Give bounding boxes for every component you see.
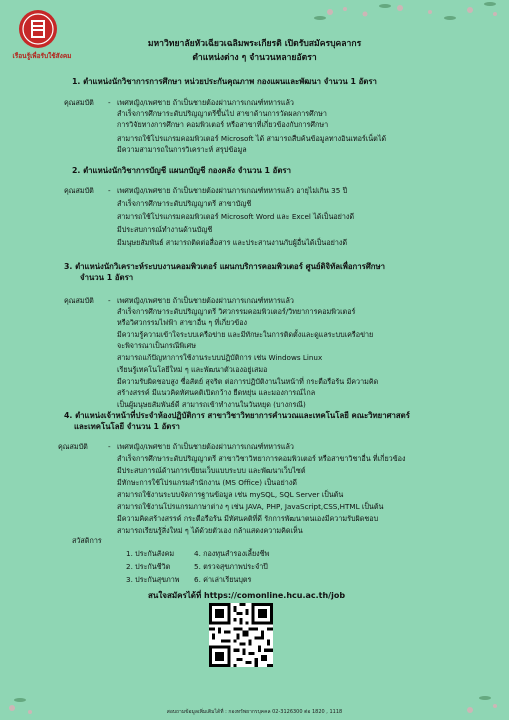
list-item: จะพิจารณาเป็นกรณีพิเศษ — [117, 341, 196, 350]
list-item: เรียนรู้เทคโนโลยีใหม่ ๆ และพัฒนาตัวเองอยู่เสมอ — [117, 365, 268, 374]
list-item: เพศหญิง/เพศชาย ถ้าเป็นชายต้องผ่านการเกณฑ์ทหารแล้ว — [117, 296, 294, 305]
section-1-heading: 1. ตำแหน่งนักวิชาการการศึกษา หน่วยประกันคุณภาพ กองแผนและพัฒนา จำนวน 1 อัตรา — [72, 77, 377, 86]
benefit-item: 3. ประกันสุขภาพ — [126, 575, 180, 584]
list-item: มีความรู้ความเข้าใจระบบเครือข่าย และมีทักษะในการติดตั้งและดูแลระบบเครือข่าย — [117, 330, 374, 339]
list-item: การวิจัยทางการศึกษา คอมพิวเตอร์ หรือสาขาที่เกี่ยวข้องกับการศึกษา — [117, 120, 329, 129]
list-item: มีความคิดสร้างสรรค์ กระตือรือร้น มีทัศนคติที่ดี รักการพัฒนาตนเองมีความรับผิดชอบ — [117, 514, 379, 523]
floral-border-top — [0, 0, 509, 30]
list-item: สำเร็จการศึกษาระดับปริญญาตรี สาขาวิชาวิทยาการคอมพิวเตอร์ หรือสาขาวิชาอื่น ที่เกี่ยวข้อง — [117, 454, 406, 463]
page-title: มหาวิทยาลัยหัวเฉียวเฉลิมพระเกียรติ เปิดรับสมัครบุคลากร — [147, 39, 362, 49]
list-item: สร้างสรรค์ มีแนวคิดทัศนคติเปิดกว้าง ยืดหยุ่น และมองการณ์ไกล — [117, 388, 316, 397]
section-4-heading-line2: และเทคโนโลยี จำนวน 1 อัตรา — [74, 422, 180, 431]
list-item: สำเร็จการศึกษาระดับปริญญาตรี วิศวกรรมคอมพิวเตอร์/วิทยาการคอมพิวเตอร์ — [117, 307, 356, 316]
dash: - — [108, 442, 111, 451]
list-item: มีความรับผิดชอบสูง ซื่อสัตย์ สุจริต ต่อการปฏิบัติงานในหน้าที่ กระตือรือร้น มีความคิด — [117, 377, 379, 386]
benefit-item: 5. ตรวจสุขภาพประจำปี — [194, 562, 268, 571]
benefits-label: สวัสดิการ — [72, 536, 102, 545]
section-3-label: คุณสมบัติ — [64, 296, 94, 305]
list-item: มีประสบการณ์ด้านการเขียนเว็บแบบระบบ และพัฒนาเว็บไซต์ — [117, 466, 306, 475]
list-item: สามารถใช้งานโปรแกรมภาษาต่าง ๆ เช่น JAVA, PHP, JavaScript,CSS,HTML เป็นต้น — [117, 502, 384, 511]
benefit-item: 4. กองทุนสำรองเลี้ยงชีพ — [194, 549, 270, 558]
list-item: เป็นผู้มนุษยสัมพันธ์ดี สามารถเข้าทำงานในวันหยุด (บางกรณี) — [117, 400, 306, 409]
list-item: สามารถใช้งานระบบจัดการฐานข้อมูล เช่น mySQL, SQL Server เป็นต้น — [117, 490, 344, 499]
section-1-label: คุณสมบัติ — [64, 98, 94, 107]
dash: - — [108, 296, 111, 305]
list-item: เพศหญิง/เพศชาย ถ้าเป็นชายต้องผ่านการเกณฑ์ทหารแล้ว — [117, 442, 294, 451]
list-item: เพศหญิง/เพศชาย ถ้าเป็นชายต้องผ่านการเกณฑ์ทหารแล้ว — [117, 98, 294, 107]
dash: - — [108, 98, 111, 107]
list-item: มีความสามารถในการวิเคราะห์ สรุปข้อมูล — [117, 145, 247, 154]
section-3-heading: 3. ตำแหน่งนักวิเคราะห์ระบบงานคอมพิวเตอร์ แผนกบริการคอมพิวเตอร์ ศูนย์ดิจิทัลเพื่อการศึกษา — [64, 262, 386, 271]
list-item: หรือวิศวกรรมไฟฟ้า สาขาอื่น ๆ ที่เกี่ยวข้อง — [117, 318, 248, 327]
list-item: มีประสบการณ์ทำงานด้านบัญชี — [117, 225, 213, 234]
logo-caption: เรือนรู้เพื่อรับใช้สังคม — [12, 52, 72, 60]
list-item: เพศหญิง/เพศชาย ถ้าเป็นชายต้องผ่านการเกณฑ์ทหารแล้ว อายุไม่เกิน 35 ปี — [117, 186, 348, 195]
section-4-heading: 4. ตำแหน่งเจ้าหน้าที่ประจำห้องปฏิบัติการ สาขาวิชาวิทยาการคำนวณและเทคโนโลยี คณะวิทยาศาสตร์ — [64, 411, 410, 420]
dash: - — [108, 186, 111, 195]
list-item: สามารถเรียนรู้สิ่งใหม่ ๆ ได้ด้วยตัวเอง กล้าแสดงความคิดเห็น — [117, 526, 303, 535]
list-item: สามารถใช้โปรแกรมคอมพิวเตอร์ Microsoft Word และ Excel ได้เป็นอย่างดี — [117, 212, 355, 221]
qr-code[interactable] — [209, 603, 273, 667]
apply-link[interactable]: สนใจสมัครได้ที่ https://comonline.hcu.ac.th/job — [148, 591, 346, 600]
list-item: มีมนุษยสัมพันธ์ สามารถติดต่อสื่อสาร และประสานงานกับผู้อื่นได้เป็นอย่างดี — [117, 238, 348, 247]
list-item: สำเร็จการศึกษาระดับปริญญาตรี สาขาบัญชี — [117, 199, 252, 208]
page-subtitle: ตำแหน่งต่าง ๆ จำนวนหลายอัตรา — [192, 53, 317, 63]
list-item: สามารถแก้ปัญหาการใช้งานระบบปฏิบัติการ เช่น Windows Linux — [117, 353, 323, 362]
benefit-item: 6. ค่าเล่าเรียนบุตร — [194, 575, 252, 584]
section-3-heading-line2: จำนวน 1 อัตรา — [80, 273, 134, 282]
list-item: สำเร็จการศึกษาระดับปริญญาตรีขึ้นไป สาขาด้านการวัดผลการศึกษา — [117, 109, 327, 118]
section-2-label: คุณสมบัติ — [64, 186, 94, 195]
benefit-item: 1. ประกันสังคม — [126, 549, 175, 558]
benefit-item: 2. ประกันชีวิต — [126, 562, 171, 571]
list-item: สามารถใช้โปรแกรมคอมพิวเตอร์ Microsoft ได้ สามารถสืบค้นข้อมูลทางอินเทอร์เน็ตได้ — [117, 134, 387, 143]
section-4-label: คุณสมบัติ — [58, 442, 88, 451]
footer-contact: สอบถามข้อมูลเพิ่มเติมได้ที่ : กองทรัพยากรบุคคล 02-3126300 ต่อ 1820 , 1118 — [166, 709, 343, 715]
section-2-heading: 2. ตำแหน่งนักวิชาการบัญชี แผนกบัญชี กองคลัง จำนวน 1 อัตรา — [72, 166, 291, 175]
list-item: มีทักษะการใช้โปรแกรมสำนักงาน (MS Office) เป็นอย่างดี — [117, 478, 297, 487]
